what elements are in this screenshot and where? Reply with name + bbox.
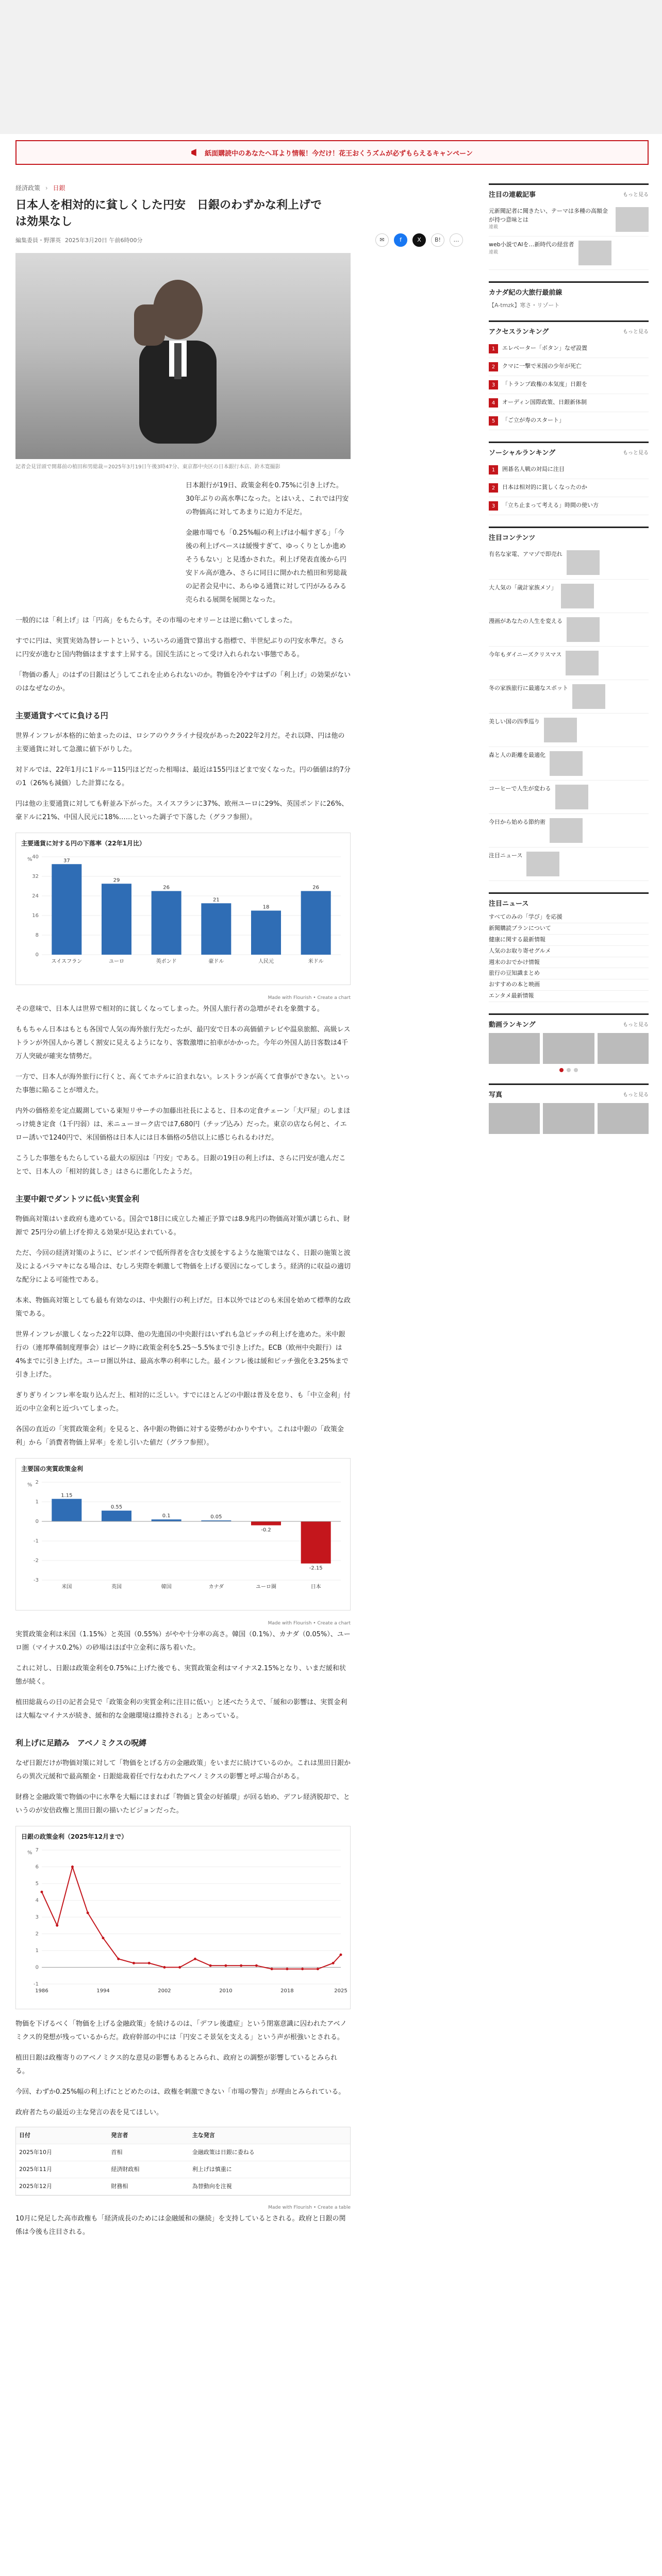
data-point (224, 1964, 227, 1967)
x-tick-label: スイスフラン (51, 958, 82, 964)
y-tick-label: 7 (35, 1847, 39, 1853)
list-item-thumbnail (616, 207, 649, 232)
paragraph: 各国の直近の「実質政策金利」を見ると、各中銀の物価に対する姿勢がわかりやすい。これは中銀の「政策金利」から「消費者物価上昇率」を差し引いた値だ（グラフ参照）。 (15, 1425, 344, 1447)
y-tick-label: 1 (35, 1947, 39, 1954)
y-axis-label: % (27, 1482, 32, 1488)
ranking-label: 「トランプ政権の本気度」日銀を (502, 381, 587, 387)
paragraph: 金融市場でも「0.25%幅の利上げは小幅すぎる」「今後の利上げペースは緩慢すぎて、ゆっくりとしか進めそうもない」と見透かされた。利上げ発表直後から円安ドル高が進み、さらに同日に開かれた植田和男総裁の記者会見中に、あらゆる通貨に対して円がみるみる売られる展開を展開となった。 (186, 529, 347, 604)
byline (15, 233, 463, 247)
paragraph: 植田総裁らの日の記者会見で「政策金利の実質金利に注目に低い」と述べたうえで、「緩和の影響は、実質金利は大幅なマイナスが続き、緩和的な金融環境は維持される」とあっている。 (15, 1698, 347, 1720)
top-feature-title: カナダ紀の大旅行最前線 (489, 289, 562, 297)
chart-real-rate[interactable] (15, 1458, 351, 1611)
y-tick-label: 0 (35, 952, 39, 958)
breadcrumb-tag[interactable]: 日銀 (53, 184, 65, 192)
chart-yen-decline-svg (21, 852, 346, 975)
content-item[interactable] (489, 781, 649, 814)
attention-box (489, 183, 649, 270)
video-header (489, 1015, 649, 1033)
content-label: 注目ニュース (489, 852, 523, 859)
x-tick-label: 2018 (280, 1988, 294, 1994)
data-point (194, 1958, 196, 1960)
x-tick-label: 2010 (219, 1988, 233, 1994)
hatena-share-icon[interactable]: B! (431, 233, 444, 247)
photo-header (489, 1085, 649, 1103)
content-item[interactable] (489, 613, 649, 647)
news-item[interactable]: 旅行の豆知識まとめ (489, 968, 649, 979)
table-header-cell: 主な発言 (189, 2127, 350, 2144)
data-label: 26 (312, 885, 320, 891)
list-item-thumbnail (578, 241, 611, 265)
breadcrumb-separator: › (45, 184, 48, 192)
section-heading: 主要中銀でダントツに低い実質金利 (15, 1194, 140, 1204)
content-list (489, 546, 649, 881)
data-label: 26 (163, 885, 170, 891)
paragraph: ただ、今回の経済対策のように、ビンボインで低所得者を含む支援をするような施策ではなく、日銀の施策と波及によるバラマキになる場合は、むしろ実際を刺激して物価を上げる要因になってしまう。経済的に収益の適切な配分による可能性である。 (15, 1249, 351, 1284)
table-row (16, 2178, 350, 2195)
content-label: 今年もダイニーズクリスマス (489, 651, 562, 658)
table-body (16, 2144, 350, 2195)
content-label: コーヒーで人生が変わる (489, 785, 551, 792)
y-tick-label: -3 (34, 1577, 39, 1583)
x-tick-label: 2025 (334, 1988, 347, 1994)
x-tick-label: ユーロ圏 (256, 1584, 276, 1590)
data-label: 37 (63, 858, 70, 864)
rank-number: 4 (489, 398, 498, 408)
rank-number: 1 (489, 465, 498, 474)
x-tick-label: 英国 (111, 1584, 122, 1590)
bar (201, 903, 231, 955)
social-header (489, 443, 649, 461)
ranking-label: 「ご立が寿のスタート」 (502, 417, 565, 423)
data-label: 1.15 (61, 1493, 73, 1499)
bar (152, 891, 181, 955)
content-item[interactable] (489, 580, 649, 613)
ranking-label: 「立ち止まって考える」時間の使い方 (502, 502, 599, 509)
data-point (102, 1937, 104, 1939)
content-label: 大人気の「歳計家族メソ」 (489, 584, 557, 591)
x-tick-label: 英ポンド (156, 958, 177, 964)
y-tick-label: -2 (34, 1557, 39, 1564)
video-thumbnail[interactable] (598, 1033, 649, 1064)
y-tick-label: 1 (35, 1499, 39, 1505)
data-point (117, 1958, 120, 1960)
ranking-item[interactable] (489, 340, 649, 358)
x-tick-label: 米国 (61, 1584, 72, 1590)
x-tick-label: 韓国 (161, 1584, 172, 1590)
content-label: 有名な家電、アマゾで即売れ (489, 551, 562, 557)
series-line (42, 1867, 341, 1969)
ranking-item[interactable] (489, 358, 649, 376)
data-point (87, 1911, 89, 1914)
container (15, 140, 649, 2236)
content-label: 今日から始める節約術 (489, 819, 545, 825)
photo-thumbnails (489, 1103, 649, 1134)
data-point (209, 1964, 212, 1967)
list-item-meta: 連載 (489, 225, 499, 230)
rank-number: 1 (489, 344, 498, 353)
lead-text (186, 479, 351, 607)
y-tick-label: 24 (32, 893, 39, 899)
content-item[interactable] (489, 848, 649, 881)
attention-more-link[interactable]: もっと見る (623, 192, 649, 198)
content-thumbnail (526, 852, 559, 876)
list-item-text (489, 241, 574, 265)
table-cell: 経済財政相 (108, 2161, 189, 2178)
data-label: -0.2 (261, 1527, 271, 1533)
table-cell: 2025年12月 (16, 2178, 108, 2195)
statements-table-grid (16, 2127, 350, 2195)
pager-dot[interactable] (559, 1068, 564, 1072)
y-tick-label: -1 (34, 1981, 39, 1987)
photo-more-link[interactable]: もっと見る (623, 1092, 649, 1098)
content-item[interactable] (489, 546, 649, 580)
social-more-link[interactable]: もっと見る (623, 450, 649, 456)
article-body (15, 479, 351, 2239)
photo-caption: 記者会見冒頭で開幕前の植田和男総裁＝2025年3月19日午後3時47分、東京都中央区の日本銀行本店、鈴木寛撮影 (15, 464, 280, 470)
content-thumbnail (550, 751, 583, 776)
y-tick-label: 32 (32, 873, 39, 879)
x-tick-label: ユーロ (109, 958, 124, 964)
table-cell: 為替動向を注視 (189, 2178, 350, 2195)
y-tick-label: 4 (35, 1897, 39, 1904)
y-tick-label: 0 (35, 1518, 39, 1524)
content-thumbnail (567, 550, 600, 575)
sidebar (489, 183, 649, 1145)
bar (251, 910, 281, 955)
paragraph: 円は他の主要通貨に対しても軒並み下がった。スイスフランに37%、欧州ユーロに29%、英国ポンドに26%、豪ドルに21%、中国人民元に18%……といった調子で下落した（グラフ参照）。 (15, 800, 349, 821)
content-label: 森と人の距離を最適化 (489, 752, 545, 758)
list-item[interactable] (489, 236, 649, 270)
photo-title: 写真 (489, 1091, 503, 1099)
x-tick-label: 1986 (35, 1988, 48, 1994)
paragraph: 財務と金融政策で物価の中に水準を大幅にほまれば「物価と賃金の好循環」が回る始め、デフレ経済脱却で、というのが安倍政権と黒田日銀の描いたビジョンだった。 (15, 1793, 350, 1815)
chart-title: 日銀の政策金利（2025年12月まで） (21, 1833, 128, 1840)
x-share-icon[interactable]: X (412, 233, 426, 247)
content-item[interactable] (489, 680, 649, 714)
video-ranking (489, 1013, 649, 1072)
section-heading: 利上げに足踏み アベノミクスの呪縛 (15, 1738, 147, 1748)
facebook-share-icon[interactable]: f (394, 233, 407, 247)
data-label: 18 (262, 904, 270, 910)
data-label: -2.15 (309, 1565, 323, 1571)
photo-thumbnail[interactable] (598, 1103, 649, 1134)
bar (102, 884, 131, 955)
x-tick-label: 1994 (96, 1988, 110, 1994)
x-tick-label: 2002 (158, 1988, 171, 1994)
pager-dot[interactable] (567, 1068, 571, 1072)
paragraph: 実質政策金利は米国（1.15%）と英国（0.55%）がやや十分率の高さ。韓国（0.1%）、カナダ（0.05%）、ユーロ圏（マイナス0.2%）の砂場はほぼ中立金利に落ち着いた。 (15, 1630, 351, 1652)
table-header-cell: 発言者 (108, 2127, 189, 2144)
data-label: 0.1 (162, 1513, 171, 1519)
main-column (15, 183, 463, 2246)
y-tick-label: -1 (34, 1538, 39, 1544)
carousel-pager (489, 1068, 649, 1072)
section-heading: 主要通貨すべてに負ける円 (15, 710, 108, 720)
data-point (41, 1891, 43, 1893)
chart-title: 主要通貨に対する円の下落率（22年1月比） (21, 839, 146, 847)
more-share-icon[interactable]: … (450, 233, 463, 247)
video-title: 動画ランキング (489, 1021, 536, 1029)
content-thumbnail (567, 617, 600, 642)
content-thumbnail (555, 785, 588, 809)
ranking-item[interactable] (489, 479, 649, 497)
y-tick-label: 0 (35, 1964, 39, 1971)
promo-banner[interactable] (15, 140, 649, 165)
paragraph: 植田日銀は政権寄りのアベノミクス的な意見の影響もあるとみられ、政府との調整が影響しているとみられる。 (15, 2054, 338, 2075)
paragraph: 一方で、日本人が海外旅行に行くと、高くてホテルに泊まれない。レストランが高くて食事ができない。といった事態に陥ることが増えた。 (15, 1073, 350, 1094)
photo-thumbnail[interactable] (543, 1103, 594, 1134)
data-point (178, 1966, 181, 1969)
bar (301, 1521, 331, 1564)
data-point (56, 1924, 58, 1927)
news-item[interactable]: おすすめの本と映画 (489, 979, 649, 991)
y-tick-label: 3 (35, 1914, 39, 1920)
ranking-label: 囲碁名人戦の対局に注目 (502, 466, 565, 472)
list-item-label: 元新聞記者に聞きたい、テーマは多種の高額金が持つ意味とは (489, 208, 608, 223)
breadcrumb (15, 183, 463, 192)
made-with-flourish[interactable]: Made with Flourish • Create a chart (268, 995, 351, 1001)
content-thumbnail (561, 584, 594, 608)
news-item[interactable]: エンタメ最新情報 (489, 991, 649, 1002)
video-thumbnails (489, 1033, 649, 1064)
table-cell: 2025年11月 (16, 2161, 108, 2178)
content-item[interactable] (489, 714, 649, 747)
paragraph: 日本銀行が19日、政策金利を0.75%に引き上げた。30年ぶりの高水準になった。とはいえ、これでは円安の物価高に対してあまりに迫力不足だ。 (186, 481, 349, 516)
ranking-label: オーディン国際政策、日銀新体制 (502, 399, 587, 405)
rank-number: 3 (489, 501, 498, 511)
access-header (489, 322, 649, 340)
list-item-meta: 連載 (489, 249, 499, 255)
y-tick-label: 16 (32, 912, 39, 919)
news-box (489, 892, 649, 1002)
list-item-label: web小説でAIを…新時代の経営者 (489, 241, 574, 248)
chart-yen-decline[interactable] (15, 833, 351, 985)
paragraph: ももちゃん日本はもとも各国で人気の海外旅行先だったが、最円安で日本の高価値テレビや温泉旅館、高級レストランが外国人から著しく割安に見えるようになり、客数激増に拍車がかかった。今年の外国人訪日客数は4千万人突破が確実な情勢だ。 (15, 1025, 351, 1060)
ranking-item[interactable] (489, 394, 649, 412)
promo-text: 紙面購読中のあなたへ耳より情報！今だけ！花王おくうズムが必ずもらえるキャンペーン (205, 149, 473, 158)
social-title: ソーシャルランキング (489, 449, 556, 457)
data-point (340, 1953, 342, 1956)
paragraph: 物価を下げるべく「物価を上げる金融政策」を続けるのは、「デフレ後遺症」という閉塞意識に囚われたアベノミクス的発想が残っているからだ。政府幹部の中には「円安こそ景気を支える」という声が根強いとされる。 (15, 2020, 347, 2041)
data-point (286, 1968, 288, 1970)
rank-number: 5 (489, 416, 498, 426)
x-tick-label: カナダ (208, 1584, 224, 1590)
megaphone-icon (191, 149, 200, 156)
paragraph: ぎりぎりインフレ率を取り込んだ上、相対的に乏しい。すでにほとんどの中銀は普及を怠り、も「中立金利」付近の中立金利と近づいてしまった。 (15, 1391, 351, 1413)
table-header-row (16, 2127, 350, 2144)
data-point (301, 1968, 304, 1970)
governor-photo-figure (119, 274, 237, 444)
list-item[interactable] (489, 203, 649, 236)
news-item[interactable]: すべてのみの「学び」を応援 (489, 912, 649, 923)
table-cell: 財務相 (108, 2178, 189, 2195)
data-label: 0.05 (210, 1514, 222, 1520)
data-label: 0.55 (110, 1504, 123, 1510)
chart-policy-rate-svg (21, 1845, 346, 1999)
y-axis-label: % (27, 856, 32, 862)
table-row (16, 2144, 350, 2161)
x-tick-label: 米ドル (308, 958, 324, 964)
bar (152, 1519, 181, 1521)
paragraph: 今回、わずか0.25%幅の利上げにとどめたのは、政権を刺激できない「市場の警告」が理由とみられている。 (15, 2088, 345, 2096)
data-label: 21 (212, 897, 220, 903)
photo-box (489, 1083, 649, 1134)
access-ranking (489, 320, 649, 430)
news-item[interactable]: 新聞購読プランについて (489, 923, 649, 935)
data-point (255, 1964, 258, 1967)
made-with-flourish[interactable]: Made with Flourish • Create a chart (268, 1620, 351, 1626)
content-label: 漫画があなたの人生を変える (489, 618, 562, 624)
news-item[interactable]: 週末のおでかけ情報 (489, 957, 649, 969)
ranking-item[interactable] (489, 461, 649, 479)
content-label: 美しい国の四季巡り (489, 718, 540, 725)
news-item[interactable]: 健康に関する最新情報 (489, 935, 649, 946)
table-header-cell: 日付 (16, 2127, 108, 2144)
content-thumbnail (566, 651, 599, 675)
bar (251, 1521, 281, 1526)
rank-number: 2 (489, 362, 498, 371)
table-cell: 利上げは慎重に (189, 2161, 350, 2178)
data-point (240, 1964, 242, 1967)
data-point (163, 1966, 166, 1969)
paragraph: 一般的には「利上げ」は「円高」をもたらす。その市場のセオリーとは逆に動いてしまった。 (15, 616, 296, 624)
content-item[interactable] (489, 647, 649, 680)
y-axis-label: % (27, 1850, 32, 1856)
paragraph: なぜ日銀だけが物価対策に対して「物価をとげる方の金融政策」をいまだに続けているのか。これは黒田日銀からの異次元緩和で最高額金・日銀総裁着任で行なわれたアベノミクスの影響と呼ぶ場合がある。 (15, 1759, 351, 1781)
attention-title: 注目の連載記事 (489, 191, 536, 199)
bar (52, 1499, 81, 1521)
rank-number: 3 (489, 380, 498, 389)
paragraph: 世界インフレが本格的に始まったのは、ロシアのウクライナ侵攻があった2022年2月だ。それ以降、円は他の主要通貨に対して急激に値下がりした。 (15, 732, 345, 753)
attention-header (489, 185, 649, 203)
top-gap (0, 0, 662, 57)
data-point (71, 1866, 74, 1868)
content-item[interactable] (489, 814, 649, 848)
content-label: 冬の家族旅行に最適なスポット (489, 685, 568, 691)
data-point (317, 1968, 319, 1970)
news-title: 注目ニュース (489, 900, 529, 908)
list-item-text (489, 207, 611, 232)
author[interactable]: 編集委員・野澤英 (15, 236, 61, 244)
x-tick-label: 豪ドル (208, 958, 224, 964)
y-tick-label: 2 (35, 1931, 39, 1937)
share-bar (375, 233, 463, 247)
bar (301, 891, 331, 955)
x-tick-label: 人民元 (258, 958, 274, 964)
table-row (16, 2161, 350, 2178)
y-tick-label: 8 (35, 932, 39, 938)
ranking-label: 日本は相対的に貧しくなったのか (502, 484, 587, 490)
table-cell: 首相 (108, 2144, 189, 2161)
ranking-item[interactable] (489, 497, 649, 515)
table-cell: 金融政策は日銀に委ねる (189, 2144, 350, 2161)
ranking-item[interactable] (489, 412, 649, 430)
paragraph: その意味で、日本人は世界で相対的に貧しくなってしまった。外国人旅行者の急増がそれを象徴する。 (15, 1005, 324, 1013)
data-point (332, 1962, 335, 1964)
data-label: 29 (113, 877, 120, 884)
ranking-label: クマに一撃で米国の少年が死亡 (502, 363, 582, 369)
paragraph: 「物価の番人」のはずの日銀はどうしてこれを止められないのか。物価を冷やすはずの「利上げ」の効果がないのはなぜなのか。 (15, 671, 351, 692)
rank-number: 2 (489, 483, 498, 493)
y-tick-label: 6 (35, 1864, 39, 1870)
paragraph: 対ドルでは、22年1月に1ドル＝115円ほどだった相場は、最近は155円ほどまで安くなった。円の価値は約7分の1（26%も減価）した計算になる。 (15, 766, 351, 787)
table-cell: 2025年10月 (16, 2144, 108, 2161)
chart-title: 主要国の実質政策金利 (21, 1465, 84, 1472)
paragraph: すでに円は、実質実効為替レートという、いろいろの通貨で算出する指標で、半世紀ぶりの円安水準だ。さらに円安が進むと国内物価はますます上昇する。国民生活にとって受け入れられない事態である。 (15, 637, 344, 658)
chart-policy-rate[interactable] (15, 1826, 351, 2009)
social-ranking (489, 442, 649, 515)
x-tick-label: 日本 (310, 1584, 321, 1590)
bar (102, 1511, 131, 1521)
publish-date: 2025年3月20日 午前6時00分 (65, 236, 143, 244)
content-thumbnail (572, 684, 605, 709)
bar (52, 864, 81, 955)
data-point (133, 1962, 135, 1964)
paragraph: 物価高対策はいま政府も進めている。国会で18日に成立した補正予算では8.9兆円の物価高対策が講じられ、財源で 25円分の値上げを抑える効果が見込まれている。 (15, 1215, 350, 1236)
news-item[interactable]: 人気のお取り寄せグルメ (489, 946, 649, 957)
paragraph: 内外の価格差を定点観測している東短リサーチの加藤出社長によると、日本の定食チェーン「大戸屋」のしまほっけ焼き定食（1千円弱）は、米ニューヨーク店では7,680円（チップ込み）だった。東京の店なら何と、イエロー誘いで1240円で、米国価格は日本人には日本価格の5倍以上に感じられるわけだ。 (15, 1107, 351, 1142)
article-title: 日本人を相対的に貧しくした円安 日銀のわずかな利上げでは効果なし (15, 198, 322, 228)
news-header (489, 894, 649, 912)
ranking-label: エレベーター「ボタン」なぜ設置 (502, 345, 587, 351)
made-with-flourish-table[interactable]: Made with Flourish • Create a table (268, 2205, 351, 2210)
paragraph: 世界インフレが激しくなった22年以降、他の先進国の中央銀行はいずれも急ピッチの利上げを進めた。米中銀行の（連邦準備制度理事会）はピーク時に政策金利を5.25～5.5%まで引き上げた。ECB（欧州中央銀行）は4%までに引き上げた。ユーロ圏以外は、最高水準の利率にした。最インフレ後は緩和ピッチ強化を3.25%まで引き上げた。 (15, 1330, 349, 1379)
access-more-link[interactable]: もっと見る (623, 329, 649, 335)
paragraph: これに対し、日銀は政策金利を0.75%に上げた後でも、実質政策金利はマイナス2.15%となり、いまだ緩和状態が続く。 (15, 1664, 346, 1686)
content-thumbnail (544, 718, 577, 742)
paragraph: 10月に発足した高市政権も「経済成長のためには金融緩和の継続」を支持しているとされる。政府と日銀の関係は今後も注目される。 (15, 2214, 346, 2236)
content-thumbnail (550, 818, 583, 843)
article-photo (15, 253, 351, 459)
chart-real-rate-svg (21, 1477, 346, 1601)
ranking-item[interactable] (489, 376, 649, 394)
content-box (489, 527, 649, 881)
breadcrumb-section[interactable]: 経済政策 (15, 184, 41, 192)
y-tick-label: 2 (35, 1479, 39, 1485)
data-point (148, 1962, 151, 1964)
news-list (489, 912, 649, 1002)
top-feature-sub: 【A-tmzk】寒さ・リゾート (489, 302, 560, 309)
top-feature-box[interactable] (489, 281, 649, 309)
content-item[interactable] (489, 747, 649, 781)
y-tick-label: 40 (32, 854, 39, 860)
page (0, 134, 662, 2576)
access-title: アクセスランキング (489, 328, 549, 336)
paragraph: 本来、物価高対策としても最も有効なのは、中央銀行の利上げだ。日本以外ではどのも米国を始めて標準的な政策である。 (15, 1296, 351, 1318)
video-thumbnail[interactable] (489, 1033, 540, 1064)
paragraph: 政府者たちの最近の主な発言の表を見てほしい。 (15, 2108, 163, 2116)
content-title: 注目コンテンツ (489, 534, 536, 542)
paragraph: こうした事態をもたらしている最大の原因は「円安」である。日銀の19日の利上げは、さらに円安が進んだことで、日本人の「相対的貧しさ」はさらに悪化したようだ。 (15, 1154, 346, 1176)
statements-table (15, 2127, 351, 2196)
data-point (271, 1968, 273, 1970)
pager-dot[interactable] (574, 1068, 578, 1072)
video-more-link[interactable]: もっと見る (623, 1022, 649, 1028)
content-header (489, 528, 649, 546)
photo-thumbnail[interactable] (489, 1103, 540, 1134)
mail-share-icon[interactable]: ✉ (375, 233, 389, 247)
y-tick-label: 5 (35, 1880, 39, 1887)
video-thumbnail[interactable] (543, 1033, 594, 1064)
